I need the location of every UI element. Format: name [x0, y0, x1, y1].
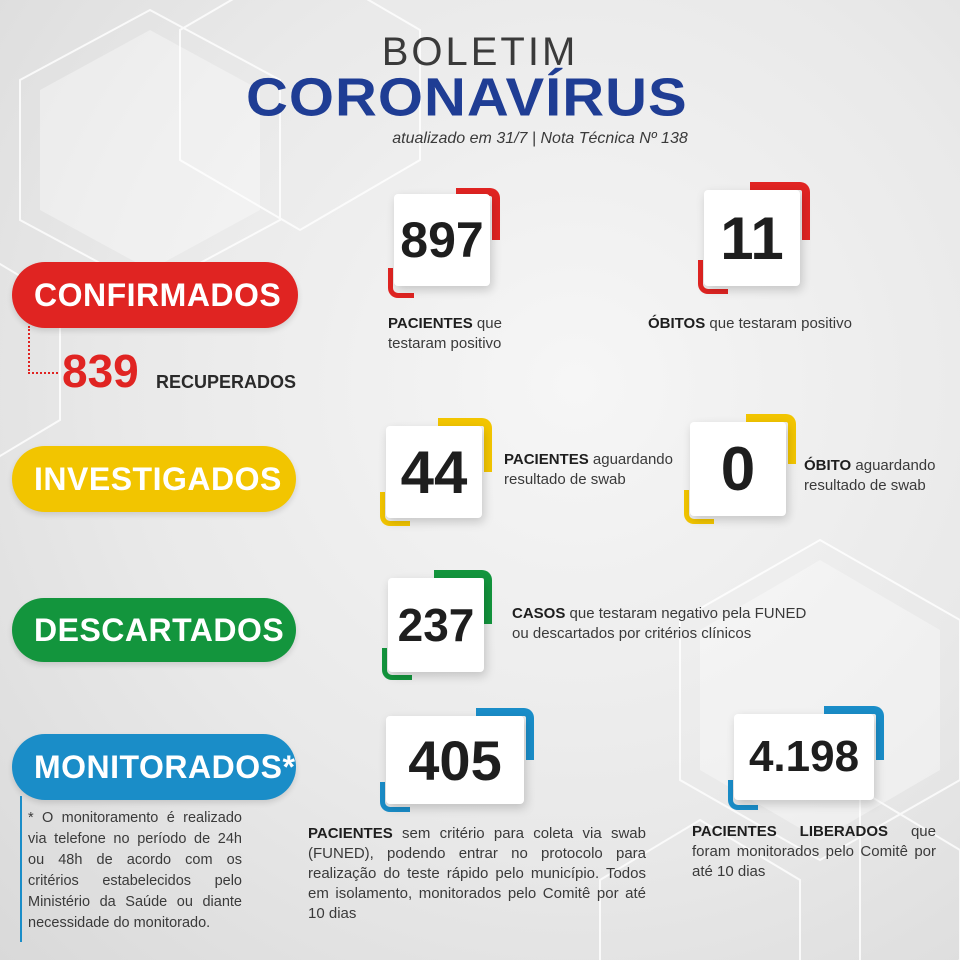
confirmados-pacientes-text2: testaram positivo — [388, 335, 502, 352]
monitorados-liberados-value: 4.198 — [734, 714, 874, 800]
descartados-casos-desc — [512, 604, 892, 644]
monitorados-pacientes-card — [380, 708, 534, 812]
monitorados-liberados-text: que foram monitorados pelo Comitê por até 10 dias — [692, 823, 936, 880]
monitorados-pacientes-desc — [308, 824, 646, 924]
descartados-casos-card — [382, 570, 492, 680]
descartados-pill: DESCARTADOS — [12, 598, 296, 662]
note-bar — [20, 796, 22, 942]
descartados-casos-value: 237 — [388, 578, 484, 672]
descartados-casos-text2: ou descartados por critérios clínicos — [512, 625, 752, 642]
confirmados-obitos-text: que testaram positivo — [705, 315, 852, 332]
confirmados-obitos-bold: ÓBITOS — [648, 315, 706, 332]
investigados-obito-card — [684, 414, 796, 524]
investigados-pacientes-value: 44 — [386, 426, 482, 518]
confirmados-pacientes-text: que — [472, 315, 502, 332]
investigados-pacientes-bold: PACIENTES — [504, 451, 589, 468]
investigados-obito-text2: resultado de swab — [804, 477, 926, 494]
investigados-pill: INVESTIGADOS — [12, 446, 296, 512]
investigados-obito-bold: ÓBITO — [804, 457, 852, 474]
recuperados-value: 839 — [62, 345, 139, 397]
confirmados-pacientes-desc — [388, 314, 608, 354]
monitorados-pacientes-bold: PACIENTES — [308, 825, 393, 842]
monitorados-pacientes-value: 405 — [386, 716, 524, 804]
update-line: atualizado em 31/7 | Nota Técnica Nº 138 — [392, 130, 688, 147]
confirmados-obitos-card — [698, 182, 810, 294]
confirmados-obitos-value: 11 — [704, 190, 800, 286]
confirmados-pill: CONFIRMADOS — [12, 262, 298, 328]
recuperados-label: RECUPERADOS — [156, 372, 297, 392]
confirmados-obitos-desc — [648, 314, 888, 334]
investigados-pacientes-text: aguardando — [588, 451, 673, 468]
investigados-pacientes-card — [380, 418, 492, 526]
investigados-pacientes-text2: resultado de swab — [504, 471, 626, 488]
investigados-obito-desc — [804, 456, 954, 496]
descartados-casos-bold: CASOS — [512, 605, 566, 622]
monitorados-liberados-bold: PACIENTES LIBERADOS — [692, 823, 889, 840]
monitorados-pacientes-text: sem critério para coleta via swab (FUNED), podendo entrar no protocolo para realização do teste rápido pelo município. Todos em isolamento, monitorados pelo Comitê por até 10 dias — [308, 825, 646, 922]
descartados-casos-text: que testaram negativo pela FUNED — [565, 605, 807, 622]
header-title-main: CORONAVÍRUS — [246, 67, 688, 128]
investigados-obito-text: aguardando — [851, 457, 936, 474]
monitorados-pill: MONITORADOS* — [12, 734, 296, 800]
header-title-top: BOLETIM — [381, 30, 579, 74]
monitorados-liberados-card — [728, 706, 884, 810]
recuperados-connector — [28, 326, 58, 374]
confirmados-pacientes-value: 897 — [394, 194, 490, 286]
confirmados-pacientes-bold: PACIENTES — [388, 315, 473, 332]
monitorados-liberados-desc — [692, 822, 936, 882]
monitorados-note: * O monitoramento é realizado via telefone no período de 24h ou 48h de acordo com os critérios estabelecidos pelo Ministério da Saúde ou diante necessidade do monitorado. — [28, 810, 242, 931]
confirmados-pacientes-card — [388, 188, 500, 298]
investigados-pacientes-desc — [504, 450, 694, 490]
investigados-obito-value: 0 — [690, 422, 786, 516]
